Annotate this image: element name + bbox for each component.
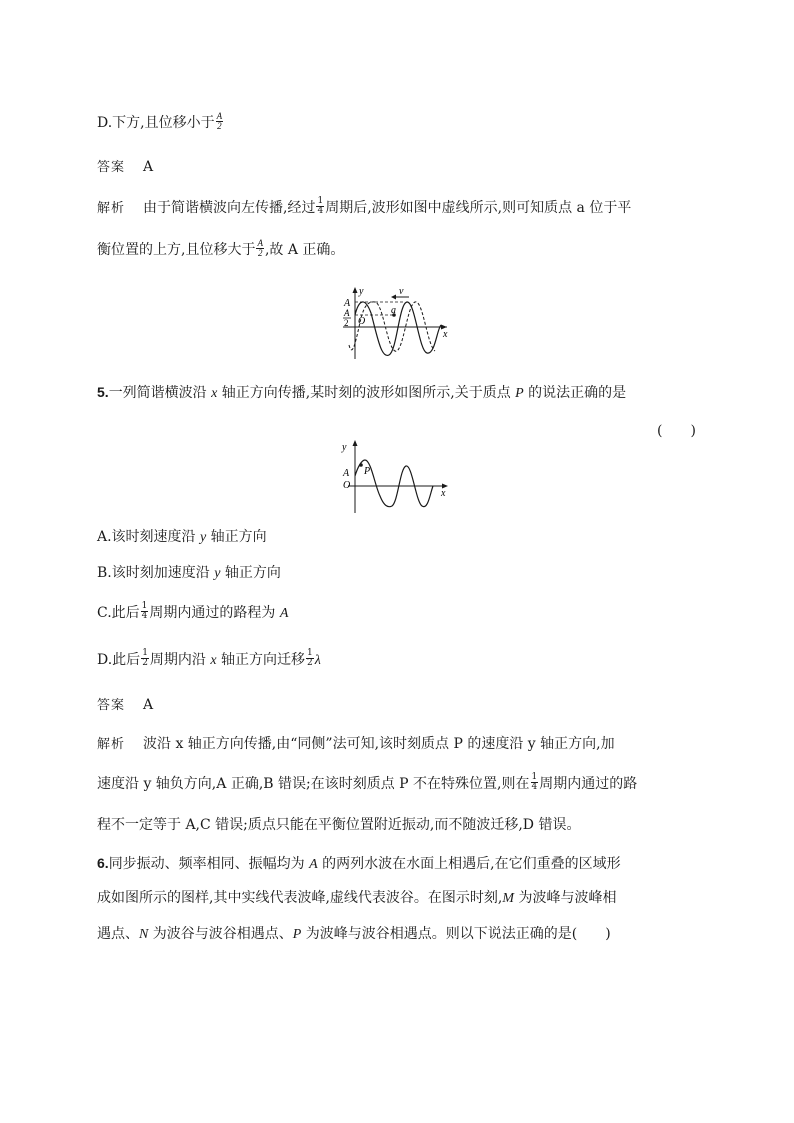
answer-value: A bbox=[143, 697, 154, 713]
y-axis-arrow bbox=[353, 440, 358, 446]
fraction-1-over-4: $\frac{1}{4}$ bbox=[531, 771, 538, 792]
y-axis-label: y bbox=[359, 286, 364, 297]
origin-label: O bbox=[343, 480, 351, 491]
fraction-1-over-4: $\frac{1}{4}$ bbox=[317, 195, 324, 216]
question-6-line1: 6.同步振动、频率相同、振幅均为 A 的两列水波在水面上相遇后,在它们重叠的区域形 bbox=[97, 855, 621, 872]
option-a: A.该时刻速度沿 y 轴正方向 bbox=[97, 529, 267, 545]
velocity-label: v bbox=[399, 286, 404, 297]
option-d: D.此后 $\frac{1}{2}$ 周期内沿 x 轴正方向迁移 $\frac{1}{2}$ λ bbox=[97, 647, 321, 668]
option-c: C.此后 $\frac{1}{4}$ 周期内通过的路程为 A bbox=[97, 600, 289, 621]
analysis-label: 解析 bbox=[97, 737, 126, 752]
fraction-a-over-2: $\frac{A}{2}$ bbox=[257, 237, 263, 258]
fraction-1-over-2: $\frac{1}{2}$ bbox=[307, 647, 313, 668]
y-axis-label: y bbox=[342, 442, 347, 453]
fraction-1-over-4: $\frac{1}{4}$ bbox=[141, 600, 148, 621]
amplitude-label: A bbox=[344, 298, 351, 309]
solid-wave-curve bbox=[355, 302, 441, 355]
fraction-a-over-2: $\frac{A}{2}$ bbox=[216, 110, 223, 131]
option-d-text: D.下方,且位移小于 bbox=[97, 115, 215, 131]
analysis-q5-line3: 程不一定等于 A,C 错误;质点只能在平衡位置附近振动,而不随波迁移,D 错误。 bbox=[97, 817, 581, 833]
question-number: 6. bbox=[97, 855, 109, 871]
answer-label: 答案 bbox=[97, 160, 126, 175]
x-axis-label: x bbox=[443, 329, 448, 340]
option-d-previous bbox=[97, 110, 224, 133]
analysis-label: 解析 bbox=[97, 201, 126, 216]
point-p-label: P bbox=[364, 466, 371, 477]
wave-figure-q4 bbox=[335, 285, 455, 363]
analysis-q5-line1: 解析 波沿 x 轴正方向传播,由“同侧”法可知,该时刻质点 P 的速度沿 y 轴正方向,加 bbox=[97, 736, 615, 752]
question-5: 5.一列简谐横波沿 x 轴正方向传播,某时刻的波形如图所示,关于质点 P 的说法正确的是 bbox=[97, 384, 627, 401]
question-6-line2: 成如图所示的图样,其中实线代表波峰,虚线代表波谷。在图示时刻,M 为波峰与波峰相 bbox=[97, 890, 617, 906]
analysis-q5-line2: 速度沿 y 轴负方向,A 正确,B 错误;在该时刻质点 P 不在特殊位置,则在 $\frac{1}{4}$ 周期内通过的路 bbox=[97, 771, 638, 792]
origin-label: O bbox=[358, 316, 366, 327]
half-amplitude-num: A bbox=[344, 308, 350, 318]
question-number: 5. bbox=[97, 384, 109, 400]
answer-bracket: ( ) bbox=[657, 423, 696, 439]
answer-label: 答案 bbox=[97, 698, 126, 713]
analysis-q4-line2: 衡位置的上方,且位移大于 $\frac{A}{2}$ ,故 A 正确。 bbox=[97, 237, 345, 258]
x-axis-label: x bbox=[441, 488, 446, 499]
answer-q5 bbox=[97, 695, 153, 716]
answer-q4 bbox=[97, 157, 153, 178]
velocity-arrowhead bbox=[391, 295, 396, 300]
answer-value: A bbox=[143, 159, 154, 175]
amplitude-label: A bbox=[343, 468, 350, 479]
fraction-1-over-2: $\frac{1}{2}$ bbox=[142, 647, 148, 668]
y-axis-arrow bbox=[353, 287, 358, 293]
question-6-line3: 遇点、N 为波谷与波谷相遇点、P 为波峰与波谷相遇点。则以下说法正确的是( ) bbox=[97, 926, 611, 942]
analysis-q4-line1: 解析 由于简谐横波向左传播,经过 $\frac{1}{4}$ 周期后,波形如图中虚线所示,则可知质点 a 位于平 bbox=[97, 195, 632, 216]
wave-figure-q5 bbox=[338, 438, 454, 514]
option-b: B.该时刻加速度沿 y 轴正方向 bbox=[97, 565, 281, 581]
half-amplitude-den: 2 bbox=[344, 318, 349, 328]
point-a-label: a bbox=[391, 305, 396, 316]
point-p-dot bbox=[359, 463, 363, 467]
